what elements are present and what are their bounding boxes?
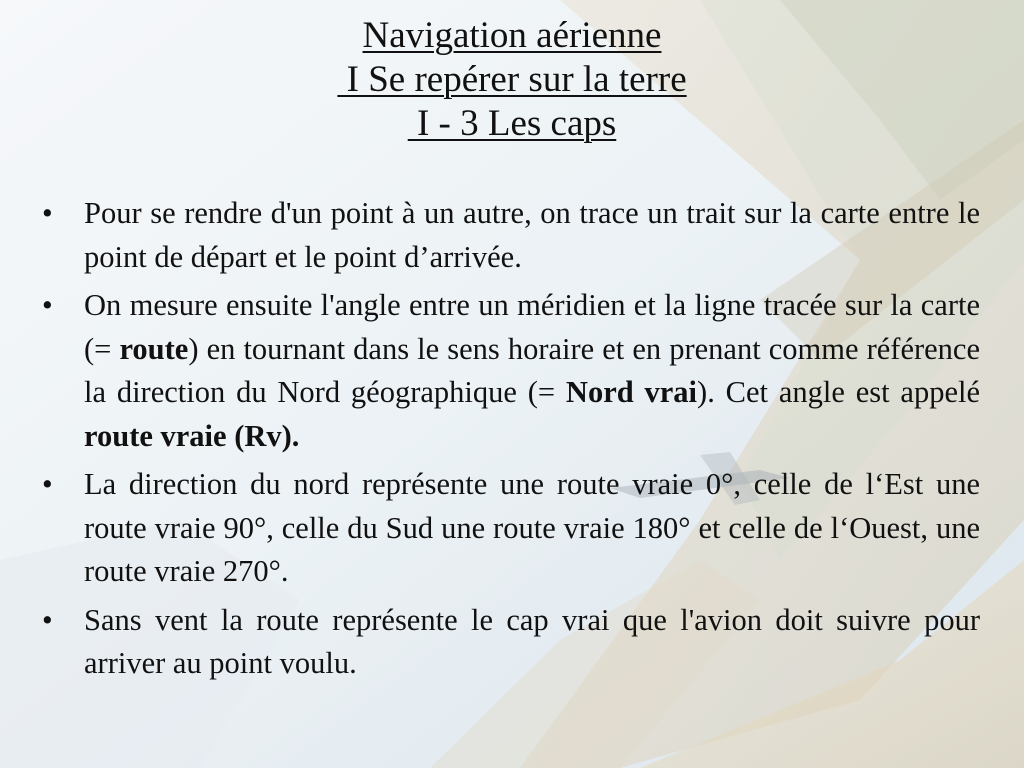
bullet-text: ) en tournant dans le sens horaire et en prenant comme référence la direction du Nord géographique (=	[84, 331, 980, 409]
bold-term-route-vraie: route vraie (Rv).	[84, 418, 300, 453]
bullet-point: •	[42, 602, 53, 637]
bullet-list	[40, 192, 980, 691]
title-line-2: I Se repérer sur la terre	[337, 59, 687, 100]
title-line-3: I - 3 Les caps	[407, 103, 617, 144]
bullet-item	[40, 463, 980, 594]
slide-title	[0, 14, 1024, 146]
bullet-point: •	[42, 196, 53, 230]
bullet-item	[40, 599, 980, 686]
bold-term-nord-vrai: Nord vrai	[565, 375, 698, 409]
bold-term-route: route	[119, 331, 189, 366]
bullet-text: On mesure ensuite l'angle entre un méridien et la ligne tracée sur la carte (=	[84, 288, 980, 366]
bullet-item	[40, 192, 980, 279]
bullet-text: Pour se rendre d'un point à un autre, on trace un trait sur la carte entre le point de départ et le point d’arrivée.	[84, 196, 980, 274]
bullet-item	[40, 284, 980, 458]
bullet-point: •	[42, 288, 53, 322]
bullet-text: ). Cet angle est appelé	[697, 375, 981, 409]
bullet-text: Sans vent la route représente le cap vrai que l'avion doit suivre pour arriver au point voulu.	[84, 602, 980, 680]
title-line-1: Navigation aérienne	[362, 15, 662, 56]
bullet-point: •	[42, 467, 53, 501]
bullet-text: La direction du nord représente une route vraie 0°, celle de l‘Est une route vraie 90°, celle du Sud une route vraie 180° et celle de l‘Ouest, une route vraie 270°.	[84, 467, 980, 588]
